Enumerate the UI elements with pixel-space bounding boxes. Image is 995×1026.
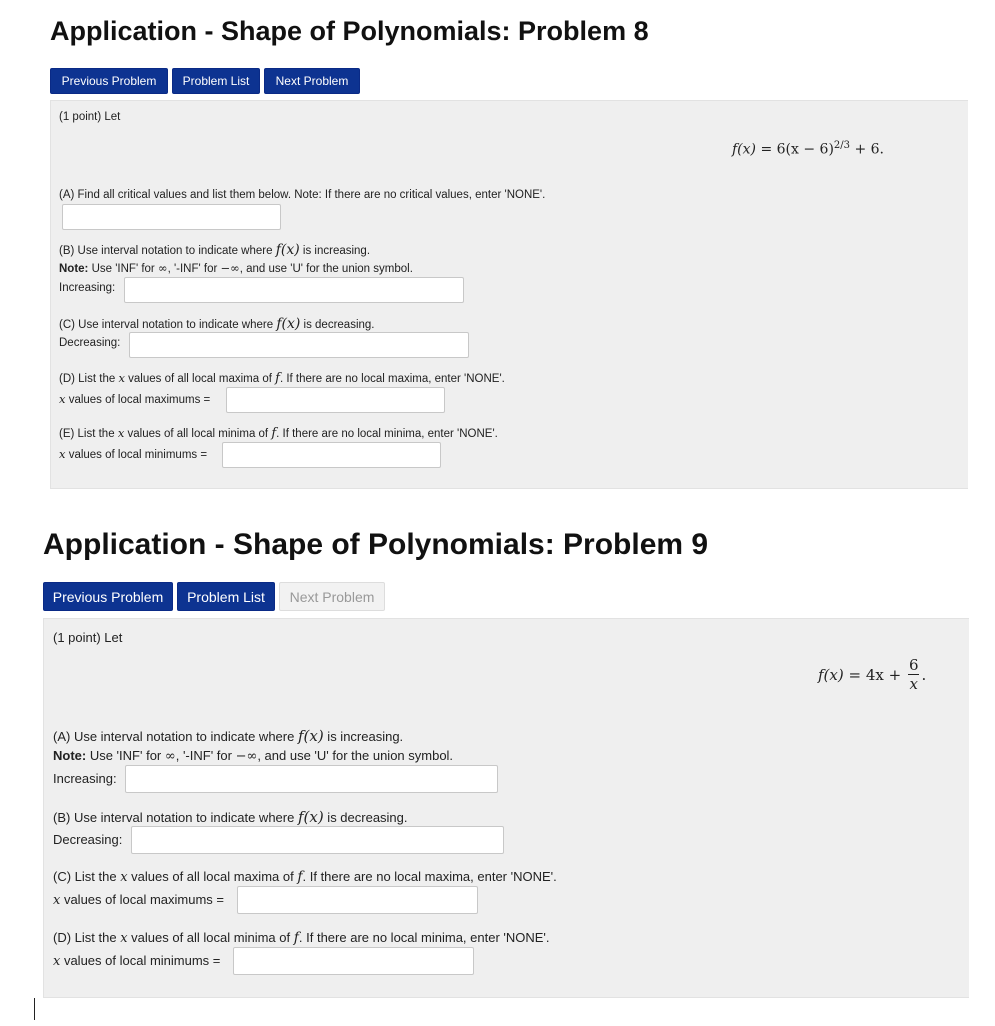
part-e-prompt: (E) List the x values of all local minima of f. If there are no local minima, enter 'NONE'.: [59, 426, 498, 441]
local-min-input[interactable]: [233, 947, 474, 975]
problem-nav: [50, 68, 360, 94]
decreasing-label: Decreasing:: [59, 337, 121, 349]
local-min-input[interactable]: [222, 442, 441, 468]
page-title: Application - Shape of Polynomials: Problem 9: [43, 528, 709, 561]
part-d-prompt: (D) List the x values of all local minima of f. If there are no local minima, enter 'NONE'.: [53, 930, 550, 946]
decreasing-label: Decreasing:: [53, 832, 123, 847]
next-problem-button[interactable]: Next Problem: [264, 68, 360, 94]
problem-intro: (1 point) Let: [53, 630, 123, 645]
part-b-prompt: (B) Use interval notation to indicate where f(x) is decreasing.: [53, 808, 408, 826]
local-min-label: x values of local minimums =: [59, 447, 208, 461]
fraction: $\frac{6}{x}$: [908, 656, 919, 693]
local-min-label: x values of local minimums =: [53, 953, 221, 969]
function-formula: $f(x) = 6(x - 6)^{2/3} + 6$.: [732, 140, 885, 158]
local-max-label: x values of local maximums =: [53, 892, 224, 908]
problem-nav: [43, 582, 385, 611]
local-max-input[interactable]: [226, 387, 445, 413]
part-d-prompt: (D) List the x values of all local maxima of f. If there are no local maxima, enter 'NONE'.: [59, 371, 505, 386]
problem-list-button[interactable]: Problem List: [177, 582, 275, 611]
previous-problem-button[interactable]: Previous Problem: [50, 68, 168, 94]
part-a-prompt: (A) Find all critical values and list them below. Note: If there are no critical values, enter 'NONE'.: [59, 189, 546, 201]
notation-note: Note: Use 'INF' for ∞, '-INF' for −∞, and use 'U' for the union symbol.: [53, 748, 454, 764]
decreasing-input[interactable]: [129, 332, 469, 358]
previous-problem-button[interactable]: Previous Problem: [43, 582, 173, 611]
increasing-label: Increasing:: [53, 771, 117, 786]
decreasing-input[interactable]: [131, 826, 504, 854]
part-c-prompt: (C) Use interval notation to indicate where f(x) is decreasing.: [59, 316, 375, 332]
function-formula: f(x) = 4x + $\frac{6}{x}$ .: [818, 656, 927, 693]
increasing-input[interactable]: [125, 765, 498, 793]
part-c-prompt: (C) List the x values of all local maxima of f. If there are no local maxima, enter 'NONE'.: [53, 869, 557, 885]
critical-values-input[interactable]: [62, 204, 281, 230]
problem-intro: (1 point) Let: [59, 111, 121, 123]
local-max-label: x values of local maximums =: [59, 392, 211, 406]
local-max-input[interactable]: [237, 886, 478, 914]
text-cursor: [34, 998, 35, 1020]
part-a-prompt: (A) Use interval notation to indicate where f(x) is increasing.: [53, 727, 404, 745]
increasing-label: Increasing:: [59, 282, 116, 294]
problem-list-button[interactable]: Problem List: [172, 68, 260, 94]
next-problem-button: Next Problem: [279, 582, 385, 611]
part-b-prompt: (B) Use interval notation to indicate where f(x) is increasing.: [59, 242, 371, 258]
notation-note: Note: Use 'INF' for ∞, '-INF' for −∞, and use 'U' for the union symbol.: [59, 261, 413, 275]
increasing-input[interactable]: [124, 277, 464, 303]
page-title: Application - Shape of Polynomials: Problem 8: [50, 16, 649, 46]
